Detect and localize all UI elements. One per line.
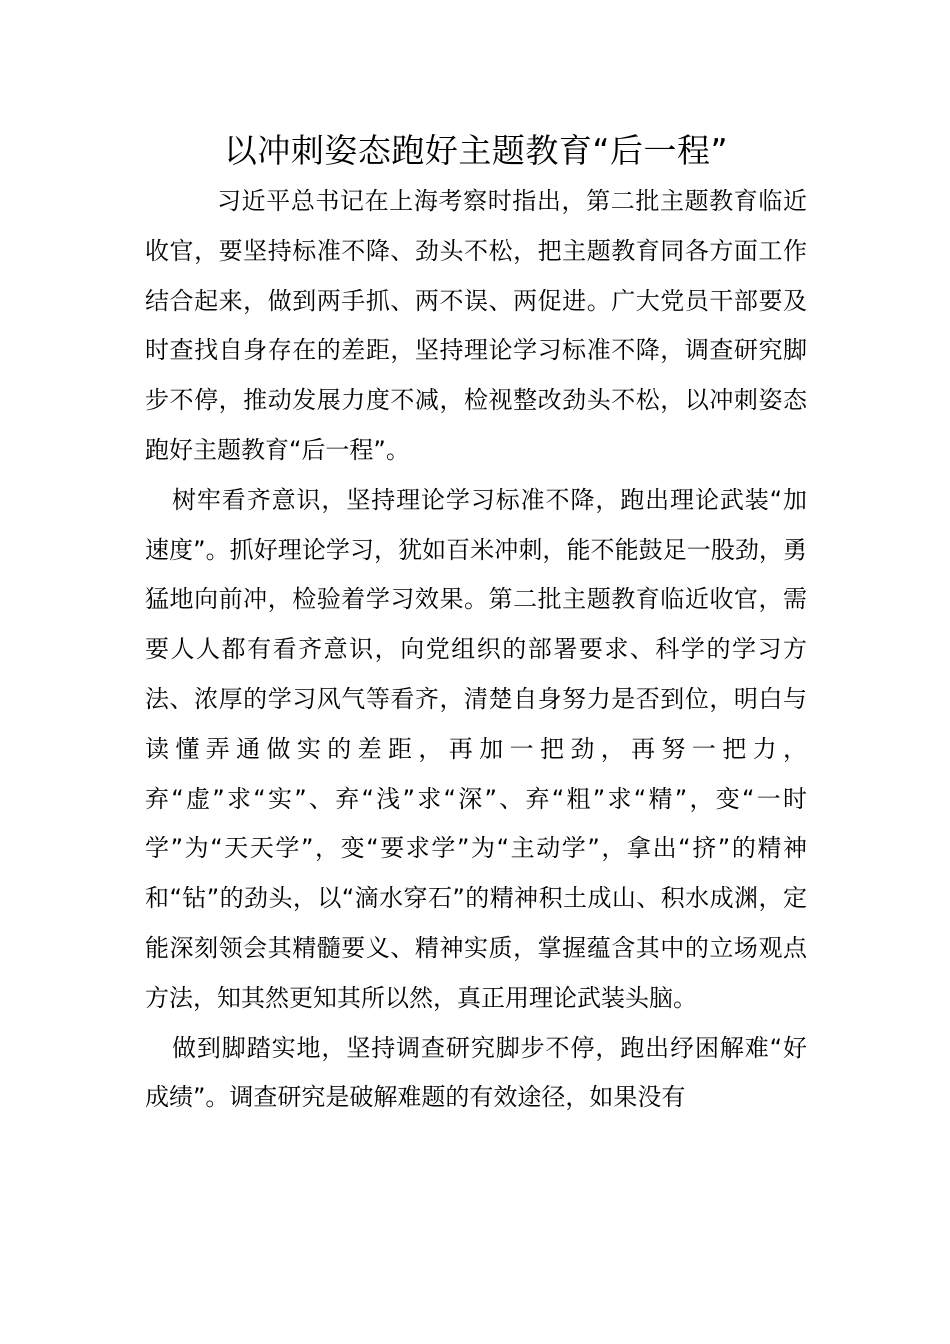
paragraph: 习近平总书记在上海考察时指出，第二批主题教育临近收官，要坚持标准不降、劲头不松，把主题教育同各方面工作结合起来，做到两手抓、两不误、两促进。广大党员干部要及时查找自身存在的差距，坚持理论学习标准不降，调查研究脚步不停，推动发展力度不减，检视整改劲头不松，以冲刺姿态跑好主题教育“后一程”。	[145, 187, 807, 464]
document-body	[145, 177, 807, 1123]
paragraph: 做到脚踏实地，坚持调查研究脚步不停，跑出纾困解难“好成绩”。调查研究是破解难题的有效途径，如果没有	[145, 1033, 807, 1112]
paragraph: 树牢看齐意识，坚持理论学习标准不降，跑出理论武装“加速度”。抓好理论学习，犹如百米冲刺，能不能鼓足一股劲，勇猛地向前冲，检验着学习效果。第二批主题教育临近收官，需要人人都有看齐意识，向党组织的部署要求、科学的学习方法、浓厚的学习风气等看齐，清楚自身努力是否到位，明白与读懂弄通做实的差距，再加一把劲，再努一把力，弃“虚”求“实”、弃“浅”求“深”、弃“粗”求“精”，变“一时学”为“天天学”，变“要求学”为“主动学”，拿出“挤”的精神和“钻”的劲头，以“滴水穿石”的精神积土成山、积水成渊，定能深刻领会其精髓要义、精神实质，掌握蕴含其中的立场观点方法，知其然更知其所以然，真正用理论武装头脑。	[145, 485, 807, 1012]
document-title: 以冲刺姿态跑好主题教育“后一程”	[223, 131, 729, 170]
